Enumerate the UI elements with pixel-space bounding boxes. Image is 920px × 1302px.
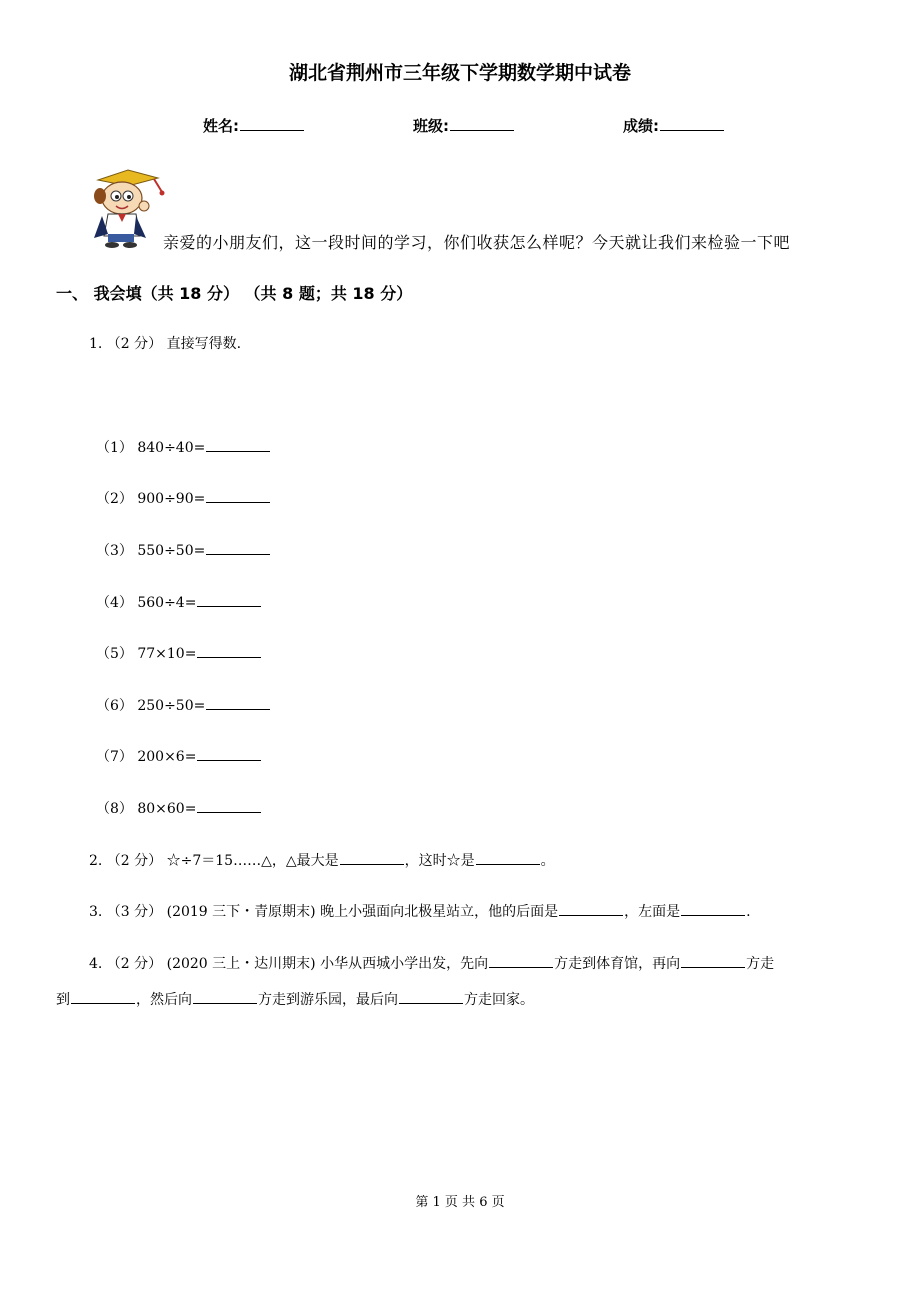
q1-item-5[interactable]: （5） 77×10= xyxy=(96,643,262,663)
question-3: 3. （3 分） (2019 三下・青原期末) 晚上小强面向北极星站立，他的后面是 ，左面是 . xyxy=(89,901,751,921)
answer-blank[interactable] xyxy=(206,540,270,555)
answer-blank[interactable] xyxy=(193,989,257,1004)
answer-blank[interactable] xyxy=(197,746,261,761)
score-field[interactable] xyxy=(623,115,725,136)
name-field[interactable] xyxy=(203,115,305,136)
score-label: 成绩: xyxy=(623,117,659,135)
answer-blank[interactable] xyxy=(681,953,745,968)
answer-blank[interactable] xyxy=(340,850,404,865)
class-label: 班级: xyxy=(413,117,449,135)
q1-item-6[interactable]: （6） 250÷50= xyxy=(96,695,271,715)
answer-blank[interactable] xyxy=(681,901,745,916)
page-title: 湖北省荆州市三年级下学期数学期中试卷 xyxy=(288,62,631,84)
q1-item-4[interactable]: （4） 560÷4= xyxy=(96,592,262,612)
answer-blank[interactable] xyxy=(71,989,135,1004)
question-4-line-2: 到 ，然后向 方走到游乐园，最后向 方走回家。 xyxy=(56,989,534,1009)
q1-item-8[interactable]: （8） 80×60= xyxy=(96,798,262,818)
answer-blank[interactable] xyxy=(476,850,540,865)
q1-item-7[interactable]: （7） 200×6= xyxy=(96,746,262,766)
answer-blank[interactable] xyxy=(559,901,623,916)
answer-blank[interactable] xyxy=(206,695,270,710)
answer-blank[interactable] xyxy=(489,953,553,968)
mascot-icon xyxy=(88,166,168,248)
q1-item-1[interactable]: （1） 840÷40= xyxy=(96,437,271,457)
greeting-text: 亲爱的小朋友们，这一段时间的学习，你们收获怎么样呢？今天就让我们来检验一下吧 xyxy=(163,233,791,252)
score-blank[interactable] xyxy=(660,116,724,131)
class-field[interactable] xyxy=(413,115,515,136)
class-blank[interactable] xyxy=(450,116,514,131)
page-footer: 第 1 页 共 6 页 xyxy=(415,1195,505,1210)
question-4-line-1: 4. （2 分） (2020 三上・达川期末) 小华从西城小学出发，先向 方走到体育馆，再向 方走 xyxy=(89,953,774,973)
answer-blank[interactable] xyxy=(206,437,270,452)
answer-blank[interactable] xyxy=(206,488,270,503)
answer-blank[interactable] xyxy=(197,798,261,813)
answer-blank[interactable] xyxy=(399,989,463,1004)
q1-item-2[interactable]: （2） 900÷90= xyxy=(96,488,271,508)
section-title: 一、 我会填（共 18 分） （共 8 题；共 18 分） xyxy=(56,284,413,303)
question-1: 1. （2 分） 直接写得数. xyxy=(89,336,242,352)
answer-blank[interactable] xyxy=(197,592,261,607)
name-label: 姓名: xyxy=(203,117,239,135)
q1-item-3[interactable]: （3） 550÷50= xyxy=(96,540,271,560)
answer-blank[interactable] xyxy=(197,643,261,658)
name-blank[interactable] xyxy=(240,116,304,131)
question-2: 2. （2 分） ☆÷7＝15……△，△最大是 ，这时☆是 。 xyxy=(89,850,555,870)
